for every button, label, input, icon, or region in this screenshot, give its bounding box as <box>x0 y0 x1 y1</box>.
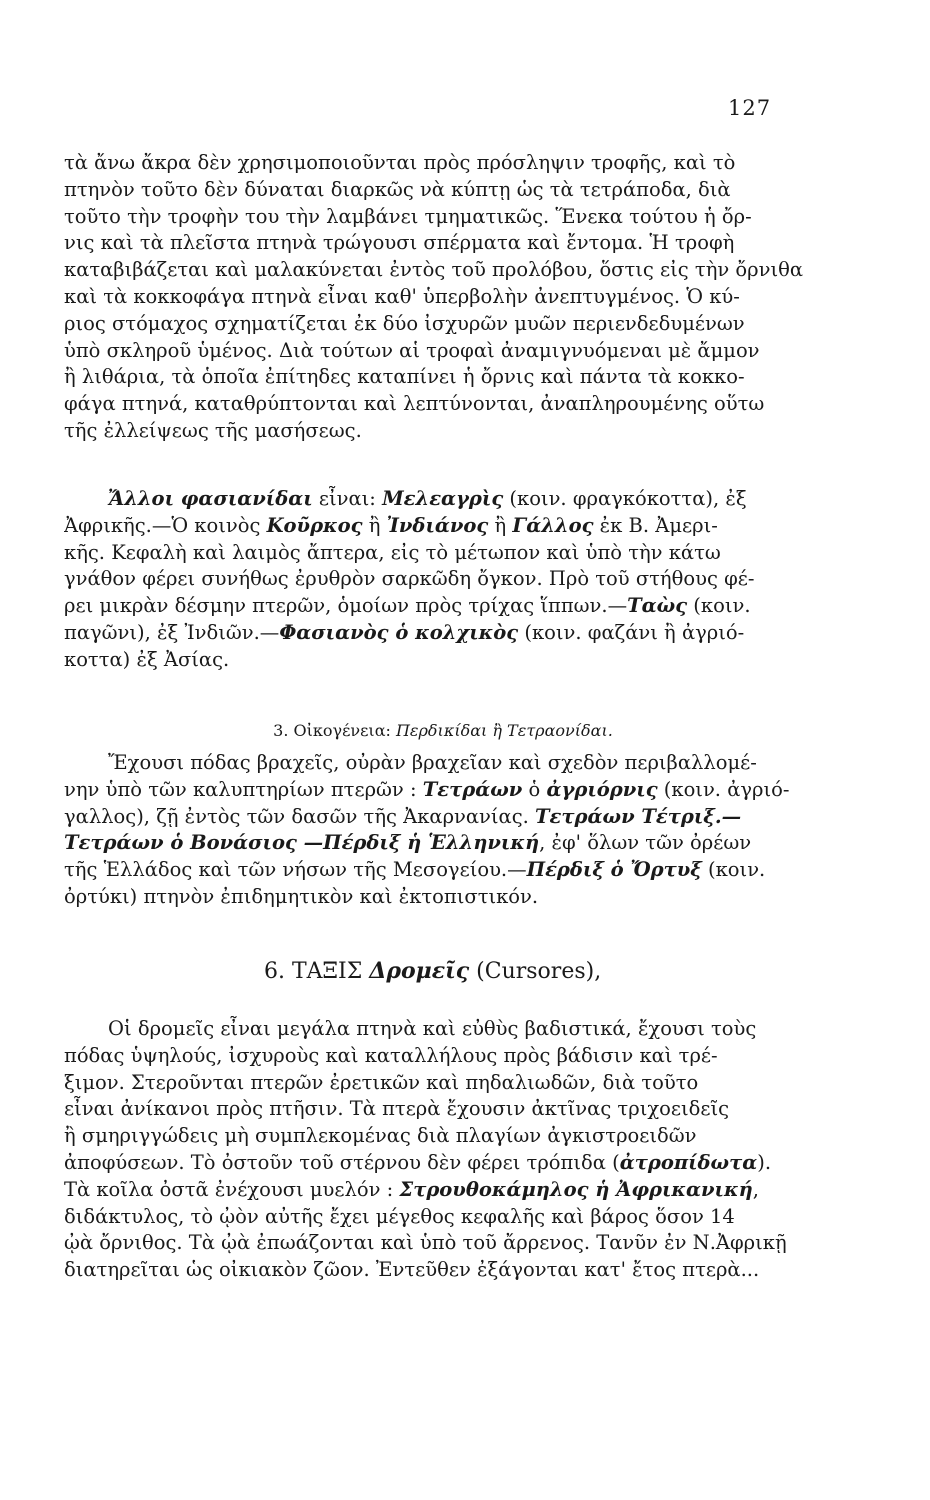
text-line <box>64 620 822 647</box>
text-line <box>64 513 822 540</box>
page-number: 127 <box>728 96 772 120</box>
text-run: ἀποφύσεων. Τὸ ὀστοῦν τοῦ στέρνου δὲν φέρει τρόπιδα ( <box>64 1150 620 1174</box>
text-run: ). <box>757 1150 772 1174</box>
text-line <box>64 830 822 857</box>
text-line: κῆς. Κεφαλὴ καὶ λαιμὸς ἄπτερα, εἰς τὸ μέτωπον καὶ ὑπὸ τὴν κάτω <box>64 540 721 564</box>
text-line <box>64 958 822 985</box>
text-run: παγῶνι), ἐξ Ἰνδιῶν.— <box>64 620 280 644</box>
text-run: Τὰ κοῖλα ὀστᾶ ἐνέχουσι μυελόν : <box>64 1177 400 1201</box>
text-line: πτηνὸν τοῦτο δὲν δύναται διαρκῶς νὰ κύπτῃ ὡς τὰ τετράποδα, διὰ <box>64 177 731 201</box>
text-line: γνάθον φέρει συνήθως ἐρυθρὸν σαρκῶδη ὄγκον. Πρὸ τοῦ στήθους φέ- <box>64 567 755 591</box>
text-line: διδάκτυλος, τὸ ᾠὸν αὐτῆς ἔχει μέγεθος κεφαλῆς καὶ βάρος ὅσον 14 <box>64 1204 735 1228</box>
term: Μελεαγρὶς <box>382 487 504 510</box>
text-line: κοττα) ἐξ Ἀσίας. <box>64 647 230 671</box>
order-heading <box>64 958 822 985</box>
text-run: 3. Οἰκογένεια: <box>273 721 396 740</box>
term: Στρουθοκάμηλος ἡ Ἀφρικανική <box>399 1177 753 1201</box>
text-line <box>64 804 822 831</box>
family-heading <box>64 718 822 745</box>
text-run: ἐκ Β. Ἀμερι- <box>593 513 718 537</box>
text-run: ἢ <box>488 513 513 537</box>
text-line: νις καὶ τὰ πλεῖστα πτηνὰ τρώγουσι σπέρματα καὶ ἔντομα. Ἡ τροφὴ <box>64 231 735 255</box>
text-line: πόδας ὑψηλούς, ἰσχυροὺς καὶ καταλλήλους πρὸς βάδισιν καὶ τρέ- <box>64 1043 718 1067</box>
text-line <box>64 1150 822 1177</box>
text-line: τοῦτο τὴν τροφὴν του τὴν λαμβάνει τμηματικῶς. Ἕνεκα τούτου ἡ ὄρ- <box>64 204 752 228</box>
term: Ἰνδιάνος <box>386 513 489 537</box>
term: Ταὼς <box>627 594 688 618</box>
text-line: ξιμον. Στεροῦνται πτερῶν ἐρετικῶν καὶ πηδαλιωδῶν, διὰ τοῦτο <box>64 1070 699 1094</box>
text-line: Ἔχουσι πόδας βραχεῖς, οὐρὰν βραχεῖαν καὶ σχεδὸν περιβαλλομέ- <box>108 751 757 774</box>
text-run: 6. ΤΑΞΙΣ <box>264 959 370 984</box>
term: Πέρδιξ ὁ Ὄρτυξ <box>526 858 702 882</box>
text-run: τῆς Ἑλλάδος καὶ τῶν νήσων τῆς Μεσογείου.— <box>64 858 527 882</box>
text-line <box>64 857 822 884</box>
text-line: ὑπὸ σκληροῦ ὑμένος. Διὰ τούτων αἱ τροφαὶ ἀναμιγνυόμεναι μὲ ἄμμον <box>64 338 760 362</box>
term: Ἄλλοι φασιανίδαι <box>108 487 313 510</box>
term: Κοῦρκος <box>266 513 363 537</box>
text-line: καὶ τὰ κοκκοφάγα πτηνὰ εἶναι καθ' ὑπερβολὴν ἀνεπτυγμένος. Ὁ κύ- <box>64 284 740 308</box>
text-run: ἢ <box>362 513 387 537</box>
term: Φασιανὸς ὁ κολχικὸς <box>279 620 519 644</box>
text-run: νην ὑπὸ τῶν καλυπτηρίων πτερῶν : <box>64 777 423 801</box>
text-run: , ἐφ' ὅλων τῶν ὀρέων <box>539 831 752 855</box>
text-run: εἶναι: <box>312 487 383 510</box>
text-line: καταβιβάζεται καὶ μαλακύνεται ἐντὸς τοῦ προλόβου, ὅστις εἰς τὴν ὄρνιθα <box>64 258 804 282</box>
term: Τετράων <box>422 777 523 801</box>
text-run: γαλλος), ζῇ ἐντὸς τῶν δασῶν τῆς Ἀκαρνανίας. <box>64 804 536 828</box>
text-line: εἶναι ἀνίκανοι πρὸς πτῆσιν. Τὰ πτερὰ ἔχουσιν ἀκτῖνας τριχοειδεῖς <box>64 1097 730 1121</box>
text-line: ᾠὰ ὄρνιθος. Τὰ ᾠὰ ἐπωάζονται καὶ ὑπὸ τοῦ ἄρρενος. Τανῦν ἐν Ν.Ἀφρικῇ <box>64 1231 787 1255</box>
text-line: τῆς ἐλλείψεως τῆς μασήσεως. <box>64 418 362 442</box>
paragraph-1 <box>64 150 822 445</box>
text-run: (κοιν. φραγκόκοττα), ἐξ <box>503 487 747 510</box>
text-line <box>64 593 822 620</box>
text-line <box>64 1177 822 1204</box>
text-run: (κοιν. <box>687 594 751 618</box>
term: Τετράων ὁ Βονάσιος —Πέρδιξ ἡ Ἑλληνική <box>64 831 540 855</box>
text-line <box>64 486 822 513</box>
paragraph-3 <box>64 750 822 911</box>
text-line: διατηρεῖται ὡς οἰκιακὸν ζῶον. Ἐντεῦθεν ἐξάγονται κατ' ἔτος πτερὰ... <box>64 1258 760 1282</box>
text-line: φάγα πτηνά, καταθρύπτονται καὶ λεπτύνονται, ἀναπληρουμένης οὕτω <box>64 392 765 416</box>
text-line <box>64 777 822 804</box>
text-run: (κοιν. ἀγριό- <box>657 777 790 801</box>
text-run: (κοιν. φαζάνι ἢ ἀγριό- <box>518 620 745 644</box>
text-run: (Cursores), <box>469 959 602 984</box>
text-line: ἢ λιθάρια, τὰ ὁποῖα ἐπίτηδες καταπίνει ἡ ὄρνις καὶ πάντα τὰ κοκκο- <box>64 365 745 389</box>
text-line: ἢ σμηριγγώδεις μὴ συμπλεκομένας διὰ πλαγίων ἀγκιστροειδῶν <box>64 1124 697 1148</box>
paragraph-2 <box>64 486 822 674</box>
term: ἀγριόρνις <box>546 777 658 801</box>
text-run: (κοιν. <box>701 858 766 882</box>
paragraph-4 <box>64 1016 822 1284</box>
text-line: Οἱ δρομεῖς εἶναι μεγάλα πτηνὰ καὶ εὐθὺς βαδιστικά, ἔχουσι τοὺς <box>108 1017 757 1040</box>
term: Τετράων Τέτριξ.— <box>535 804 742 828</box>
term: Γάλλος <box>512 513 594 537</box>
term: Περδικίδαι ἢ Τετραονίδαι. <box>395 721 613 740</box>
term: ἀτροπίδωτα <box>619 1150 758 1174</box>
text-line: τὰ ἄνω ἄκρα δὲν χρησιμοποιοῦνται πρὸς πρόσληψιν τροφῆς, καὶ τὸ <box>64 151 736 174</box>
text-line: ὀρτύκι) πτηνὸν ἐπιδημητικὸν καὶ ἐκτοπιστικόν. <box>64 884 539 908</box>
term: Δρομεῖς <box>369 958 470 984</box>
text-run: ὁ <box>522 777 547 801</box>
text-line <box>64 718 822 745</box>
text-run: Ἀφρικῆς.—Ὁ κοινὸς <box>64 513 267 537</box>
text-run: ρει μικρὰν δέσμην πτερῶν, ὁμοίων πρὸς τρίχας ἵππων.— <box>64 594 628 618</box>
text-line: ριος στόμαχος σχηματίζεται ἐκ δύο ἰσχυρῶν μυῶν περιενδεδυμένων <box>64 311 745 335</box>
text-run: , <box>752 1177 759 1201</box>
